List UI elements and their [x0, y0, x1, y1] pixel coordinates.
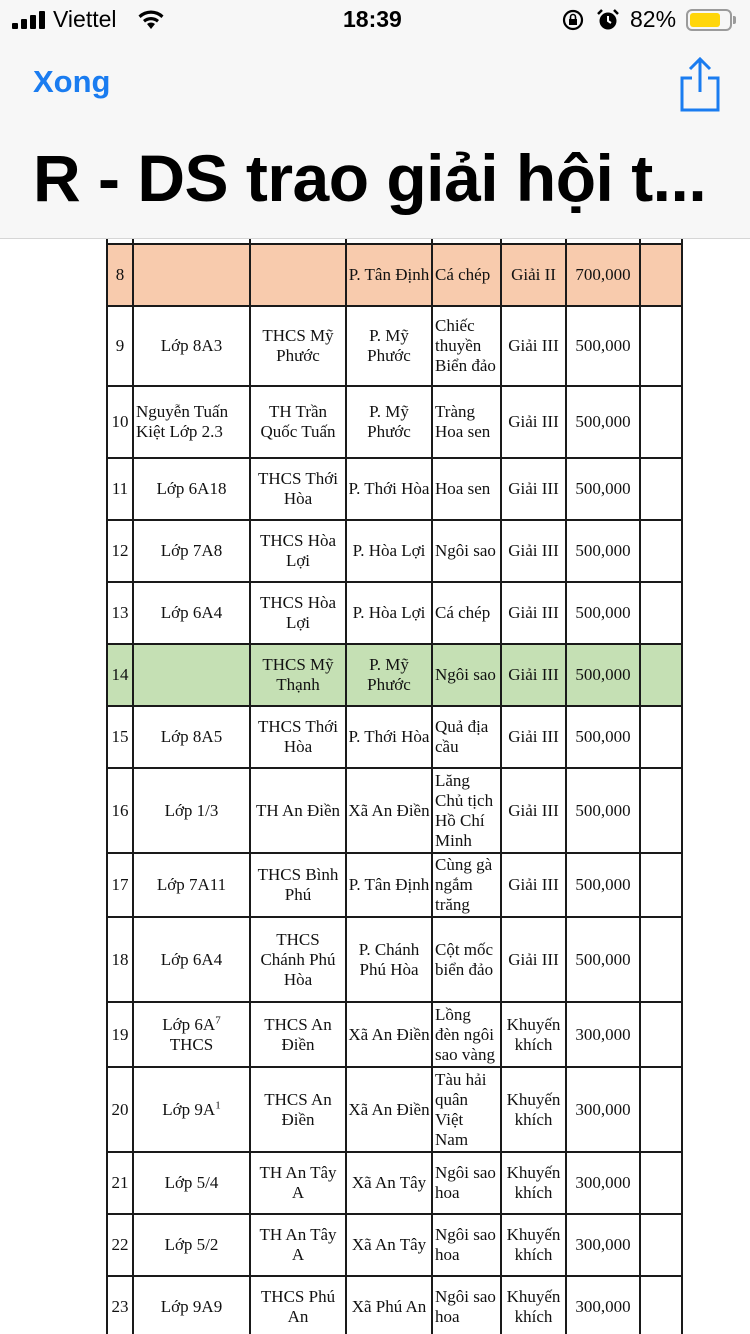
- cell-class: [133, 244, 250, 306]
- cell-school: THCS Thới Hòa: [250, 706, 346, 768]
- table-row: [107, 244, 682, 306]
- share-icon[interactable]: [678, 56, 722, 112]
- cell-note: [640, 1276, 682, 1334]
- cell-school: THCS An Điền: [250, 1002, 346, 1067]
- table-row: [107, 1276, 682, 1334]
- cell-ward: Xã An Điền: [346, 1002, 432, 1067]
- cell-work: Ngôi sao hoa: [432, 1276, 501, 1334]
- cell-class: Lớp 9A9: [133, 1276, 250, 1334]
- cell-number: 16: [107, 768, 133, 853]
- cell-note: [640, 306, 682, 386]
- cell-work: Tàu hải quân Việt Nam: [432, 1067, 501, 1152]
- cell-work: Ngôi sao: [432, 644, 501, 706]
- table-row: [107, 520, 682, 582]
- cell-note: [640, 458, 682, 520]
- table-row: [107, 917, 682, 1002]
- table-row: [107, 644, 682, 706]
- cell-number: 13: [107, 582, 133, 644]
- document-viewer[interactable]: [0, 239, 750, 1334]
- table-row: [107, 582, 682, 644]
- table-row: [107, 1002, 682, 1067]
- cell-amount: 300,000: [566, 1067, 640, 1152]
- cell-ward: P. Thới Hòa: [346, 706, 432, 768]
- done-button[interactable]: Xong: [33, 64, 111, 99]
- cell-amount: 300,000: [566, 1152, 640, 1214]
- cell-school: [250, 244, 346, 306]
- cell-amount: 300,000: [566, 1002, 640, 1067]
- cell-work: Tràng Hoa sen: [432, 386, 501, 458]
- cell-number: 9: [107, 306, 133, 386]
- cell-number: 23: [107, 1276, 133, 1334]
- cell-class: Lớp 6A18: [133, 458, 250, 520]
- cell-note: [640, 917, 682, 1002]
- cell-note: [640, 1152, 682, 1214]
- cell-number: 8: [107, 244, 133, 306]
- cell-note: [640, 582, 682, 644]
- cell-work: Cá chép: [432, 582, 501, 644]
- table-row: [107, 768, 682, 853]
- table-row: [107, 706, 682, 768]
- cell-work: Ngôi sao hoa: [432, 1152, 501, 1214]
- cell-class: Lớp 5/2: [133, 1214, 250, 1276]
- cell-work: Cột mốc biển đảo: [432, 917, 501, 1002]
- cell-number: 18: [107, 917, 133, 1002]
- cell-work: Ngôi sao: [432, 520, 501, 582]
- cell-school: THCS Phú An: [250, 1276, 346, 1334]
- cell-ward: P. Thới Hòa: [346, 458, 432, 520]
- cell-school: THCS An Điền: [250, 1067, 346, 1152]
- cell-prize: Giải III: [501, 917, 566, 1002]
- battery-tip: [733, 16, 736, 24]
- cell-note: [640, 853, 682, 917]
- cell-class: Lớp 7A8: [133, 520, 250, 582]
- status-bar: [0, 0, 750, 40]
- cell-amount: 500,000: [566, 306, 640, 386]
- clock: 18:39: [343, 6, 402, 32]
- battery-percent: 82%: [630, 6, 677, 32]
- cell-ward: P. Tân Định: [346, 244, 432, 306]
- carrier-name: Viettel: [53, 6, 117, 32]
- class-school-suffix: THCS: [169, 1034, 214, 1054]
- cell-amount: 500,000: [566, 768, 640, 853]
- cell-work: Cùng gà ngắm trăng: [432, 853, 501, 917]
- cell-amount: 500,000: [566, 520, 640, 582]
- cell-prize: Giải III: [501, 306, 566, 386]
- cell-class: [133, 1067, 250, 1152]
- cell-number: 15: [107, 706, 133, 768]
- cell-school: TH Trần Quốc Tuấn: [250, 386, 346, 458]
- cell-class: [133, 1002, 250, 1067]
- rotation-lock-icon: [562, 9, 584, 31]
- cell-class: [133, 644, 250, 706]
- table-row: [107, 458, 682, 520]
- cell-work: Lăng Chủ tịch Hồ Chí Minh: [432, 768, 501, 853]
- class-superscript: 7: [215, 1013, 221, 1026]
- cell-school: THCS Bình Phú: [250, 853, 346, 917]
- cell-prize: Khuyến khích: [501, 1214, 566, 1276]
- cell-ward: Xã An Tây: [346, 1214, 432, 1276]
- cell-ward: P. Mỹ Phước: [346, 386, 432, 458]
- cell-class: Lớp 8A5: [133, 706, 250, 768]
- cell-ward: P. Chánh Phú Hòa: [346, 917, 432, 1002]
- cell-prize: Khuyến khích: [501, 1002, 566, 1067]
- cell-ward: Xã An Tây: [346, 1152, 432, 1214]
- cell-prize: Giải III: [501, 853, 566, 917]
- cell-note: [640, 644, 682, 706]
- cell-ward: P. Mỹ Phước: [346, 644, 432, 706]
- table-row: [107, 1067, 682, 1152]
- cell-school: TH An Điền: [250, 768, 346, 853]
- cell-note: [640, 244, 682, 306]
- cell-school: THCS Hòa Lợi: [250, 520, 346, 582]
- cell-school: THCS Chánh Phú Hòa: [250, 917, 346, 1002]
- cell-school: TH An Tây A: [250, 1214, 346, 1276]
- cell-number: 12: [107, 520, 133, 582]
- table-row: [107, 386, 682, 458]
- cell-prize: Giải III: [501, 520, 566, 582]
- cell-note: [640, 1214, 682, 1276]
- cell-prize: Giải III: [501, 582, 566, 644]
- wifi-icon: [137, 10, 165, 30]
- class-text: Lớp 6A: [162, 1014, 216, 1034]
- cell-prize: Giải III: [501, 458, 566, 520]
- cell-amount: 300,000: [566, 1214, 640, 1276]
- cell-class: Lớp 6A4: [133, 582, 250, 644]
- cell-prize: Giải III: [501, 706, 566, 768]
- cell-prize: Giải III: [501, 386, 566, 458]
- table-row: [107, 1152, 682, 1214]
- cell-work: Lồng đèn ngôi sao vàng: [432, 1002, 501, 1067]
- cell-school: THCS Mỹ Phước: [250, 306, 346, 386]
- cell-amount: 500,000: [566, 644, 640, 706]
- cell-prize: Giải III: [501, 644, 566, 706]
- cell-number: 20: [107, 1067, 133, 1152]
- cell-work: Quả địa cầu: [432, 706, 501, 768]
- cell-ward: Xã Phú An: [346, 1276, 432, 1334]
- cell-amount: 300,000: [566, 1276, 640, 1334]
- cell-school: THCS Mỹ Thạnh: [250, 644, 346, 706]
- cell-work: Cá chép: [432, 244, 501, 306]
- cell-ward: P. Mỹ Phước: [346, 306, 432, 386]
- cell-number: 10: [107, 386, 133, 458]
- cell-ward: Xã An Điền: [346, 768, 432, 853]
- table-row: [107, 853, 682, 917]
- cell-amount: 500,000: [566, 917, 640, 1002]
- cell-note: [640, 706, 682, 768]
- cell-amount: 700,000: [566, 244, 640, 306]
- table-row: [107, 306, 682, 386]
- cell-prize: Khuyến khích: [501, 1067, 566, 1152]
- cell-school: THCS Hòa Lợi: [250, 582, 346, 644]
- cell-note: [640, 1067, 682, 1152]
- cell-school: TH An Tây A: [250, 1152, 346, 1214]
- cell-note: [640, 768, 682, 853]
- cell-amount: 500,000: [566, 853, 640, 917]
- awards-table: [106, 239, 683, 1334]
- cell-number: 14: [107, 644, 133, 706]
- cell-class: Lớp 1/3: [133, 768, 250, 853]
- viewer-header: [0, 40, 750, 239]
- cell-amount: 500,000: [566, 706, 640, 768]
- cell-work: Chiếc thuyền Biển đảo: [432, 306, 501, 386]
- cell-amount: 500,000: [566, 386, 640, 458]
- class-text: Lớp 9A: [162, 1099, 216, 1119]
- cell-prize: Giải III: [501, 768, 566, 853]
- cell-amount: 500,000: [566, 458, 640, 520]
- cell-prize: Khuyến khích: [501, 1276, 566, 1334]
- cell-prize: Khuyến khích: [501, 1152, 566, 1214]
- cell-class: Lớp 5/4: [133, 1152, 250, 1214]
- cell-amount: 500,000: [566, 582, 640, 644]
- cell-class: Nguyễn Tuấn Kiệt Lớp 2.3: [133, 386, 250, 458]
- cell-work: Ngôi sao hoa: [432, 1214, 501, 1276]
- class-superscript: 1: [215, 1098, 221, 1111]
- battery-level: [690, 13, 720, 27]
- cell-prize: Giải II: [501, 244, 566, 306]
- cell-ward: P. Hòa Lợi: [346, 582, 432, 644]
- cell-ward: P. Tân Định: [346, 853, 432, 917]
- cell-work: Hoa sen: [432, 458, 501, 520]
- cell-class: Lớp 6A4: [133, 917, 250, 1002]
- cell-number: 21: [107, 1152, 133, 1214]
- cell-number: 11: [107, 458, 133, 520]
- cell-note: [640, 1002, 682, 1067]
- table-row: [107, 1214, 682, 1276]
- document-title: R - DS trao giải hội t...: [33, 141, 707, 215]
- cell-ward: Xã An Điền: [346, 1067, 432, 1152]
- alarm-icon: [596, 8, 620, 32]
- signal-icon: [12, 11, 46, 29]
- cell-number: 17: [107, 853, 133, 917]
- cell-number: 22: [107, 1214, 133, 1276]
- cell-number: 19: [107, 1002, 133, 1067]
- cell-class: Lớp 7A11: [133, 853, 250, 917]
- cell-class: Lớp 8A3: [133, 306, 250, 386]
- cell-note: [640, 520, 682, 582]
- cell-note: [640, 386, 682, 458]
- cell-ward: P. Hòa Lợi: [346, 520, 432, 582]
- cell-school: THCS Thới Hòa: [250, 458, 346, 520]
